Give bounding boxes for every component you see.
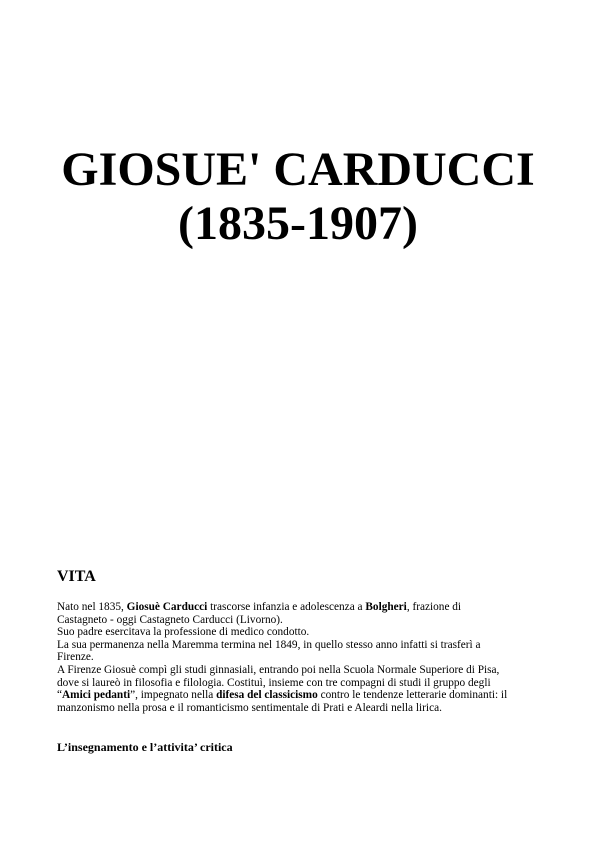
text-line <box>57 651 542 664</box>
text-run: , frazione di <box>406 601 462 613</box>
bold-text-run: difesa del classicismo <box>216 689 318 702</box>
page-title: GIOSUE' CARDUCCI <box>61 143 535 196</box>
text-run: “ <box>57 689 63 702</box>
text-line <box>57 664 542 677</box>
text-line <box>57 639 542 652</box>
page-title-dates: (1835-1907) <box>178 197 418 250</box>
vita-paragraph <box>57 601 542 714</box>
text-run: Castagneto - oggi Castagneto Carducci (Livorno). <box>57 613 283 626</box>
bold-text-run: Giosuè Carducci <box>126 601 208 613</box>
title-block <box>0 143 596 251</box>
text-line <box>57 689 542 702</box>
text-line <box>57 702 542 715</box>
text-run: ”, impegnato nella <box>130 689 217 702</box>
bold-text-run: Amici pedanti <box>62 689 131 702</box>
bold-text-run: Bolgheri <box>365 601 407 613</box>
text-run: manzonismo nella prosa e il romanticismo sentimentale di Prati e Aleardi nella lirica. <box>57 701 442 714</box>
text-run: La sua permanenza nella Maremma termina nel 1849, in quello stesso anno infatti si trasferì a <box>57 638 481 651</box>
section-heading-vita: VITA <box>57 568 96 585</box>
text-run: A Firenze Giosuè compì gli studi ginnasiali, entrando poi nella Scuola Normale Superiore di Pisa, <box>57 663 500 676</box>
text-run: trascorse infanzia e adolescenza a <box>207 601 366 613</box>
text-run: Firenze. <box>57 651 94 664</box>
section-subheading-insegnamento: L’insegnamento e l’attivita’ critica <box>57 740 233 754</box>
text-run: contro le tendenze letterarie dominanti: il <box>317 689 508 702</box>
text-run: Suo padre esercitava la professione di medico condotto. <box>57 626 310 639</box>
text-line <box>57 677 542 690</box>
text-run: dove si laureò in filosofia e filologia. Costituì, insieme con tre compagni di studi il gruppo degli <box>57 676 491 689</box>
text-line <box>57 614 542 627</box>
text-run: Nato nel 1835, <box>57 601 127 613</box>
text-line <box>57 626 542 639</box>
text-line <box>57 601 542 614</box>
